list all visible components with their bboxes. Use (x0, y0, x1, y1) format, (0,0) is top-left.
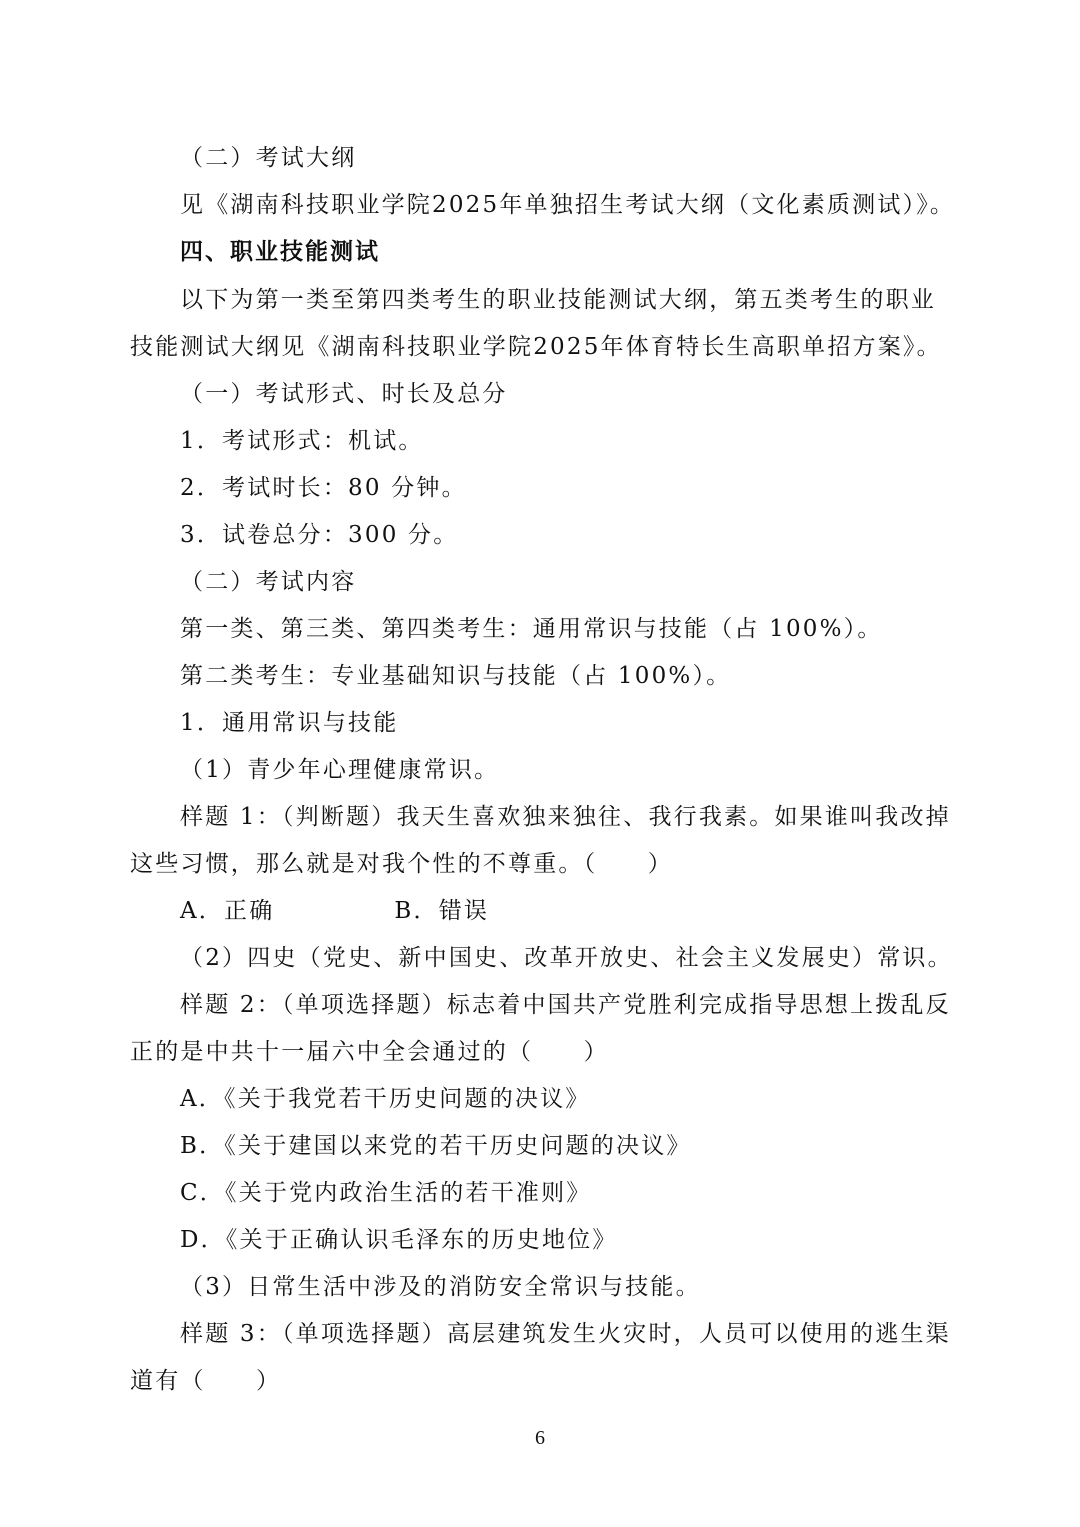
sample-question-2-line2: 正的是中共十一届六中全会通过的（ ） (130, 1039, 609, 1065)
paragraph-category-2: 第二类考生：专业基础知识与技能（占 100%）。 (180, 663, 732, 689)
sample-question-1-options (180, 896, 489, 926)
list-item-general-knowledge: 1．通用常识与技能 (180, 710, 399, 736)
section-heading-vocational-skills: 四、职业技能测试 (180, 239, 380, 265)
paragraph-intro-line1: 以下为第一类至第四类考生的职业技能测试大纲，第五类考生的职业 (180, 287, 936, 313)
topic-mental-health: （1）青少年心理健康常识。 (180, 757, 500, 783)
option-a: A．《关于我党若干历史问题的决议》 (180, 1086, 591, 1112)
option-c: C．《关于党内政治生活的若干准则》 (180, 1180, 592, 1206)
list-item-exam-duration: 2．考试时长：80 分钟。 (180, 475, 467, 501)
sample-question-1-line2: 这些习惯，那么就是对我个性的不尊重。（ ） (130, 851, 673, 877)
option-d: D．《关于正确认识毛泽东的历史地位》 (180, 1227, 618, 1253)
option-b: B．《关于建国以来党的若干历史问题的决议》 (180, 1133, 692, 1159)
paragraph-intro-line2: 技能测试大纲见《湖南科技职业学院2025年体育特长生高职单招方案》。 (130, 334, 942, 360)
topic-four-histories: （2）四史（党史、新中国史、改革开放史、社会主义发展史）常识。 (180, 945, 953, 971)
sample-question-2-line1: 样题 2：（单项选择题）标志着中国共产党胜利完成指导思想上拨乱反 (180, 992, 951, 1018)
subsection-heading-exam-outline: （二）考试大纲 (180, 145, 357, 171)
sample-question-3-line1: 样题 3：（单项选择题）高层建筑发生火灾时，人员可以使用的逃生渠 (180, 1321, 951, 1347)
topic-fire-safety: （3）日常生活中涉及的消防安全常识与技能。 (180, 1274, 701, 1300)
sample-question-3-line2: 道有（ ） (130, 1368, 282, 1394)
option-a: A．正确 (180, 898, 275, 924)
sample-question-1-line1: 样题 1：（判断题）我天生喜欢独来独往、我行我素。如果谁叫我改掉 (180, 804, 951, 830)
paragraph-categories-1-3-4: 第一类、第三类、第四类考生：通用常识与技能（占 100%）。 (180, 616, 883, 642)
list-item-exam-form: 1．考试形式：机试。 (180, 428, 424, 454)
paragraph-outline-reference: 见《湖南科技职业学院2025年单独招生考试大纲（文化素质测试）》。 (180, 192, 956, 218)
option-b: B．错误 (394, 898, 490, 924)
subsection-heading-format: （一）考试形式、时长及总分 (180, 381, 508, 407)
subsection-heading-content: （二）考试内容 (180, 569, 357, 595)
list-item-total-score: 3．试卷总分：300 分。 (180, 522, 459, 548)
page-number: 6 (535, 1427, 545, 1449)
